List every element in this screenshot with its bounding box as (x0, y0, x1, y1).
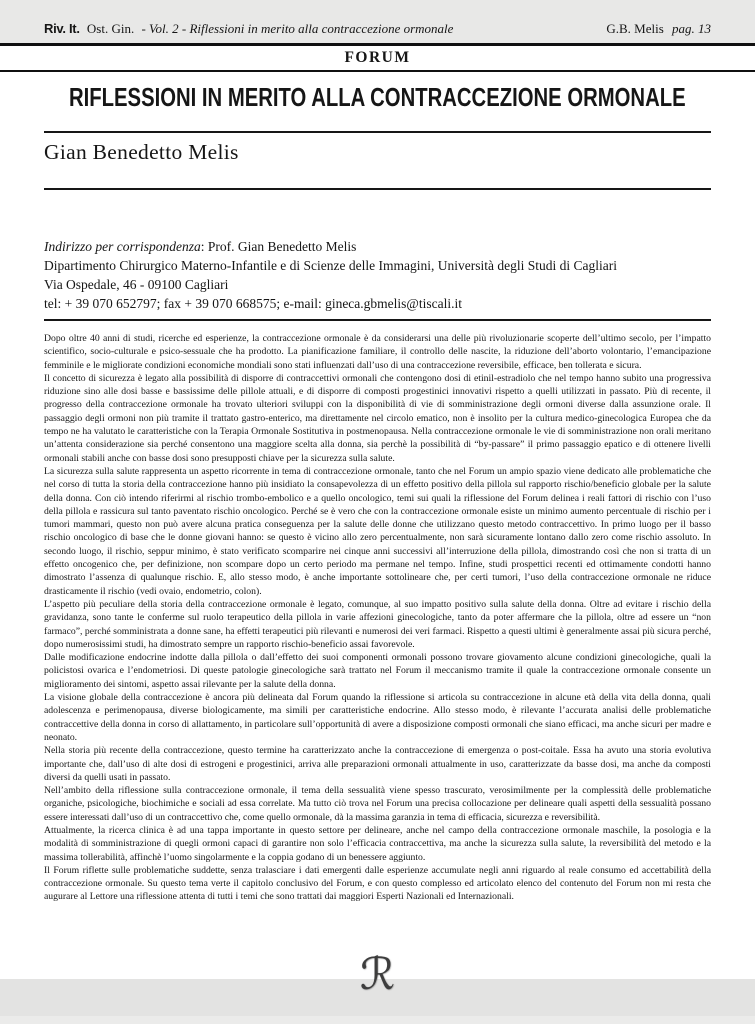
article-title: RIFLESSIONI IN MERITO ALLA CONTRACCEZIONE ORMONALE (69, 81, 686, 112)
correspondence-line-1 (44, 237, 711, 256)
running-head (0, 0, 755, 43)
journal-logo-r-icon: ℛ (359, 949, 396, 1000)
body-paragraph: Il concetto di sicurezza è legato alla possibilità di disporre di contraccettivi ormonali che contengono dosi di etinil-estradiolo che nel tempo hanno subito una progressiva riduzione sino alle dosi basse e bassissime delle pillole attuali, e di disporre di composti progestinici innovativi rispetto a quelli utilizzati in passato. Più di recente, il progresso della contraccezione ormonale ha trovato ulteriori sviluppi con la disponibilità di vie di somministrazione degli ormoni diverse dalla assunzione orale. Il passaggio degli ormoni non più tramite il trattato gastro-enterico, ma direttamente nel circolo ematico, non è insolito per la cultura medico-ginecologica Europea che da tempo ne ha valutato le caratteristiche con la Terapia Ormonale Sostitutiva in postmenopausa. Nella contraccezione ormonale le vie di somministrazione non orali meritano un’attenta considerazione sia perché consentono una maggiore scelta alla donna, sia perchè la possibilità di “by-passare” il primo passaggio epatico e di ottenere livelli ormonali stabili anche con basse dosi sono presupposti chiave per la sicurezza sulla salute. (44, 372, 711, 464)
body-paragraph: Attualmente, la ricerca clinica è ad una tappa importante in questo settore per delineare, anche nel campo della contraccezione ormonale maschile, la posologia e la modalità di somministrazione di quegli ormoni capaci di garantire non solo l’efficacia contraccettiva, ma anche la sicurezza sulla salute, la reversibilità del metodo e la massima tollerabilità, affinchè l’uomo singolarmente e la coppia godano di un benessere aggiunto. (44, 824, 711, 863)
body-paragraph: Nell’ambito della riflessione sulla contraccezione ormonale, il tema della sessualità viene spesso trascurato, verosimilmente per la complessità delle problematiche organiche, psicologiche, biochimiche e sociali ad essa correlate. Ma tutto ciò trova nel Forum una precisa collocazione per delineare quali aspetti della sessualità possano essere interessati dall’uso di un contraccettivo che, come quello ormonale, dà la massima garanzia in tema di efficacia, sicurezza e reversibilità. (44, 785, 711, 823)
running-head-right (606, 21, 711, 37)
rule-above-author (44, 131, 711, 133)
correspondence-line-4: tel: + 39 070 652797; fax + 39 070 668575; e-mail: gineca.gbmelis@tiscali.it (44, 296, 462, 311)
journal-abbrev: Riv. It. (44, 21, 80, 36)
rule-below-section-banner (0, 70, 755, 72)
body-paragraph: Dopo oltre 40 anni di studi, ricerche ed esperienze, la contraccezione ormonale è da considerarsi una delle più rivoluzionarie scoperte dell’ultimo secolo, per l’impatto scientifico, socio-culturale e psico-sessuale che ha prodotto. La pianificazione familiare, il controllo delle nascite, la riduzione dell’aborto volontario, l’emancipazione femminile e le migliorate condizioni economiche mondiali sono stati influenzati dall’uso di una contraccezione reversibile, efficace, ben tollerata e sicura. (44, 333, 711, 371)
correspondence-line-2: Dipartimento Chirurgico Materno-Infantile e di Scienze delle Immagini, Università degli Studi di Cagliari (44, 258, 617, 273)
article-body (44, 332, 711, 978)
body-paragraph: Dalle modificazione endocrine indotte dalla pillola o dall’effetto dei suoi componenti ormonali possono trovare giovamento alcune condizioni ginecologiche, quali la policistosi ovarica e l’endometriosi. Di queste patologie ginecologiche sarà trattato nel Forum il meccanismo tramite il quale la contraccezione ormonale consente un miglioramento dei sintomi, aspetto assai rilevante per la salute della donna. (44, 652, 711, 690)
rule-below-author (44, 188, 711, 190)
running-head-left (44, 21, 457, 37)
article-ref: - Vol. 2 - Riflessioni in merito alla contraccezione ormonale (141, 21, 454, 36)
body-paragraph: La sicurezza sulla salute rappresenta un aspetto ricorrente in tema di contraccezione ormonale, tanto che nel Forum un ampio spazio viene dedicato alle problematiche che nel corso di tutta la storia della contraccezione hanno più insidiato la consapevolezza di un effetto positivo della pillola sul rapporto rischio/beneficio globale per la salute della donna. Con ciò intendo riferirmi al rischio trombo-embolico e a quello oncologico, temi sui quali la riflessione del Forum delinea i reali fattori di rischio con l’uso della pillola e rassicura sul tanto paventato rischio oncologico. Perché se è vero che con la contraccezione ormonale esiste un minimo aumento percentuale di rischio per i tumori mammari, questo non può avere alcuna pratica conseguenza per la salute delle donne che utilizzano questo metodo contraccettivo. In primo luogo per il basso rischio oncologico di base che le donne giovani hanno: se questo è vicino allo zero percentualmente, non sarà sicuramente lontano dallo zero come rischio assoluto. In secondo luogo, il rischio, seppur minimo, è stato verificato scomparire nei cinque anni successivi all’interruzione della pillola, dimostrando così che non si tratta di un effetto oncogenico che, per definizione, non scompare dopo un certo periodo ma permane nel tempo. Infine, studi prospettici recenti ed ottimamente condotti hanno dimostrato l’assenza di qualunque rischio. E, allo stesso modo, è anche importante sottolineare che, per certi tumori, l’uso della contraccezione ormonale ne riduce drasticamente il rischio (vedi ovaio, endometrio, colon). (44, 465, 711, 597)
body-paragraph: Il Forum riflette sulle problematiche suddette, senza tralasciare i dati emergenti dalle esperienze accumulate negli anni riguardo al reale consumo ed accettabilità della contraccezione ormonale. Su questo tema verte il capitolo conclusivo del Forum, e con questo complesso ed articolato elenco del contenuto del Forum non mi resta che augurare al Lettore una riflessione attenta di tutti i temi che sono trattati dai maggiori Esperti Nazionali ed Internazionali. (44, 864, 711, 903)
body-paragraph: L’aspetto più peculiare della storia della contraccezione ormonale è legato, comunque, al suo impatto positivo sulla salute della donna. Oltre ad evitare i rischio della gravidanza, sono tante le conferme sul ruolo terapeutico della pillola in varie affezioni ginecologiche, tanto da poter affermare che la pillola, oltre ad essere un “non farmaco”, perché somministrata a donne sane, ha effetti terapeutici più rilevanti e numerosi dei veri farmaci. Rispetto a questi ultimi è generalmente assai più sicura perché, dopo numerosissimi studi, ha dimostrato sempre un rapporto rischio-beneficio assai favorevole. (44, 598, 711, 650)
correspondence-label: Indirizzo per corrispondenza (44, 239, 201, 254)
rule-below-correspondence (44, 319, 711, 321)
page-number: pag. 13 (672, 21, 711, 36)
correspondence-block (44, 237, 711, 313)
correspondence-line-3: Via Ospedale, 46 - 09100 Cagliari (44, 277, 229, 292)
section-banner (0, 45, 755, 70)
footer-strip (0, 1016, 755, 1024)
body-paragraph: Nella storia più recente della contraccezione, questo termine ha caratterizzato anche la contraccezione di emergenza o post-coitale. Essa ha avuto una storia evolutiva importante che, dall’uso di alte dosi di estrogeni e progestinici, arriva alle preparazioni ormonali attualmente in uso, caratterizzate da basse dosi, ma anche da composti diversi da quelli usati in passato. (44, 745, 711, 783)
author-name: Gian Benedetto Melis (44, 140, 239, 164)
body-paragraph: La visione globale della contraccezione è ancora più delineata dal Forum quando la riflessione si articola su contraccezione in alcune età della vita della donna, quali adolescenza e perimenopausa, diverse biologicamente, ma simili per caratteristiche endocrine. Allo stesso modo, è rilevante l’accurata analisi delle problematiche contraccettive della donna in corso di allattamento, in particolare sull’opportunità di avere a disposizione composti ormonali che siano efficaci, ma anche sicuri per madre e neonato. (44, 692, 711, 743)
author-abbrev: G.B. Melis (606, 21, 664, 36)
section-banner-label: FORUM (344, 48, 411, 66)
article-title-wrap (0, 79, 755, 115)
journal-rest: Ost. Gin. (86, 21, 135, 36)
correspondence-label-suffix: : Prof. Gian Benedetto Melis (200, 239, 357, 254)
